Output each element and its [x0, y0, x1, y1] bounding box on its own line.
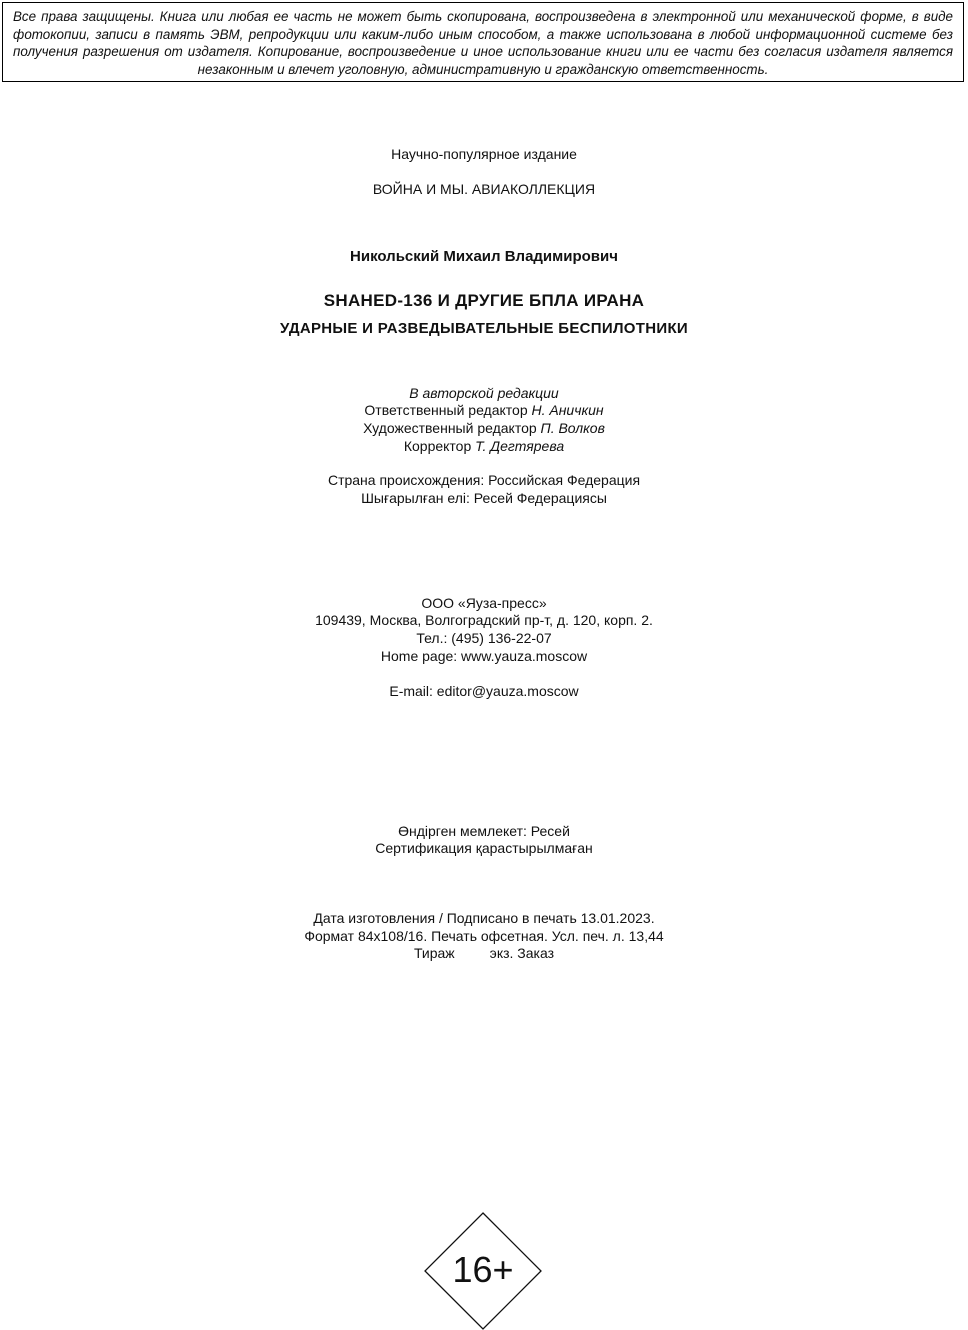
print-format: Формат 84x108/16. Печать офсетная. Усл. печ. л. 13,44: [304, 928, 664, 944]
producer-country: Өндірген мемлекет: Ресей: [398, 823, 570, 839]
edition-type: Научно-популярное издание: [391, 146, 577, 162]
corrector-name: Т. Дегтярева: [475, 438, 565, 454]
book-title: SHAHED-136 И ДРУГИЕ БПЛА ИРАНА: [323, 291, 645, 310]
origin-country-ru: Страна происхождения: Российская Федерация: [327, 472, 641, 488]
editorial-note: В авторской редакции: [409, 385, 559, 401]
certification-note: Сертификация қарастырылмаған: [375, 840, 593, 856]
editor-name: Н. Аничкин: [531, 402, 604, 418]
age-rating-label: 16+: [452, 1249, 514, 1290]
book-subtitle: УДАРНЫЕ И РАЗВЕДЫВАТЕЛЬНЫЕ БЕСПИЛОТНИКИ: [280, 320, 688, 337]
print-date: Дата изготовления / Подписано в печать 13.01.2023.: [313, 910, 655, 926]
author-name: Никольский Михаил Владимирович: [350, 248, 618, 265]
publisher-homepage: Home page: www.yauza.moscow: [380, 648, 588, 664]
series-title: ВОЙНА И МЫ. АВИАКОЛЛЕКЦИЯ: [372, 181, 596, 197]
publisher-phone: Тел.: (495) 136-22-07: [416, 630, 552, 646]
publisher-email: E-mail: editor@yauza.moscow: [389, 683, 579, 699]
editor-line: [0, 402, 968, 420]
art-editor-role: Художественный редактор: [363, 420, 541, 436]
publisher-address: 109439, Москва, Волгоградский пр-т, д. 120, корп. 2.: [315, 612, 653, 628]
print-run: Тираж экз. Заказ: [413, 945, 555, 961]
origin-country-kz: Шығарылған елі: Ресей Федерациясы: [361, 490, 607, 506]
art-editor-name: П. Волков: [540, 420, 605, 436]
editor-role: Ответственный редактор: [364, 402, 532, 418]
corrector-role: Корректор: [403, 438, 476, 454]
art-editor-line: [0, 420, 968, 438]
corrector-line: [0, 438, 968, 456]
copyright-notice: Все права защищены. Книга или любая ее часть не может быть скопирована, воспроизведена в электронной или механической форме, в виде фотокопии, записи в память ЭВМ, репродукции или каким-либо иным способом, а также использована в любой информационной системе без получения разрешения от издателя. Копирование, воспроизведение и иное использование книги или ее части без согласия издателя является незаконным и влечет уголовную, административную и гражданскую ответственность.: [2, 2, 964, 82]
publisher-name: ООО «Яуза-пресс»: [421, 595, 547, 611]
